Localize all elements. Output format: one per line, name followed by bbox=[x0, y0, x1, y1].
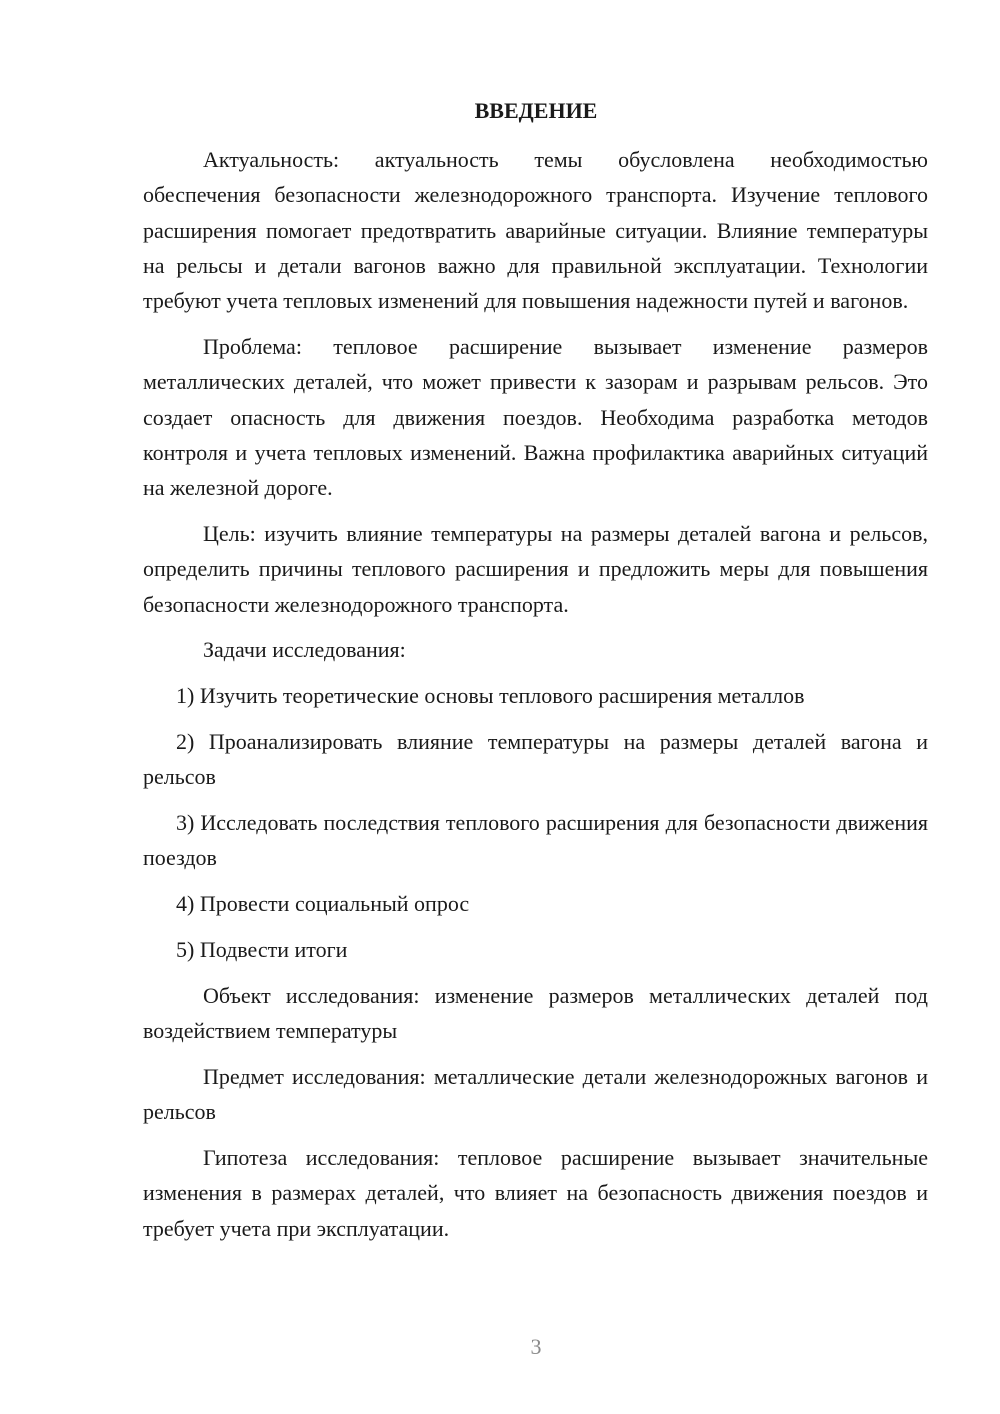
task-item-2: 2) Проанализировать влияние температуры на размеры деталей вагона и рельсов bbox=[143, 728, 928, 790]
task-item-5: 5) Подвести итоги bbox=[176, 936, 348, 962]
tasks-heading: Задачи исследования: bbox=[203, 637, 406, 663]
subject-paragraph: Предмет исследования: металлические детали железнодорожных вагонов и рельсов bbox=[143, 1063, 928, 1125]
document-body bbox=[143, 142, 928, 1256]
page-number: 3 bbox=[530, 1334, 542, 1359]
task-item-3: 3) Исследовать последствия теплового расширения для безопасности движения поездов bbox=[143, 810, 928, 871]
object-paragraph: Объект исследования: изменение размеров металлических деталей под воздействием температуры bbox=[143, 982, 928, 1044]
problem-paragraph: Проблема: тепловое расширение вызывает изменение размеров металлических деталей, что может привести к зазорам и разрывам рельсов. Это создает опасность для движения поездов. Необходима разработка методов контроля и учета тепловых изменений. Важна профилактика аварийных ситуаций на железной дороге. bbox=[143, 333, 928, 501]
task-item-4: 4) Провести социальный опрос bbox=[176, 891, 470, 917]
relevance-paragraph: Актуальность: актуальность темы обусловлена необходимостью обеспечения безопасности железнодорожного транспорта. Изучение теплового расширения помогает предотвратить аварийные ситуации. Влияние температуры на рельсы и детали вагонов важно для правильной эксплуатации. Технологии требуют учета тепловых изменений для повышения надежности путей и вагонов. bbox=[143, 147, 928, 314]
page-title: ВВЕДЕНИЕ bbox=[474, 98, 598, 123]
hypothesis-paragraph: Гипотеза исследования: тепловое расширение вызывает значительные изменения в размерах деталей, что влияет на безопасность движения поездов и требует учета при эксплуатации. bbox=[143, 1144, 928, 1241]
tasks-list bbox=[143, 678, 928, 967]
goal-paragraph: Цель: изучить влияние температуры на размеры деталей вагона и рельсов, определить причины теплового расширения и предложить меры для повышения безопасности железнодорожного транспорта. bbox=[143, 520, 928, 617]
task-item-1: 1) Изучить теоретические основы теплового расширения металлов bbox=[176, 683, 805, 709]
